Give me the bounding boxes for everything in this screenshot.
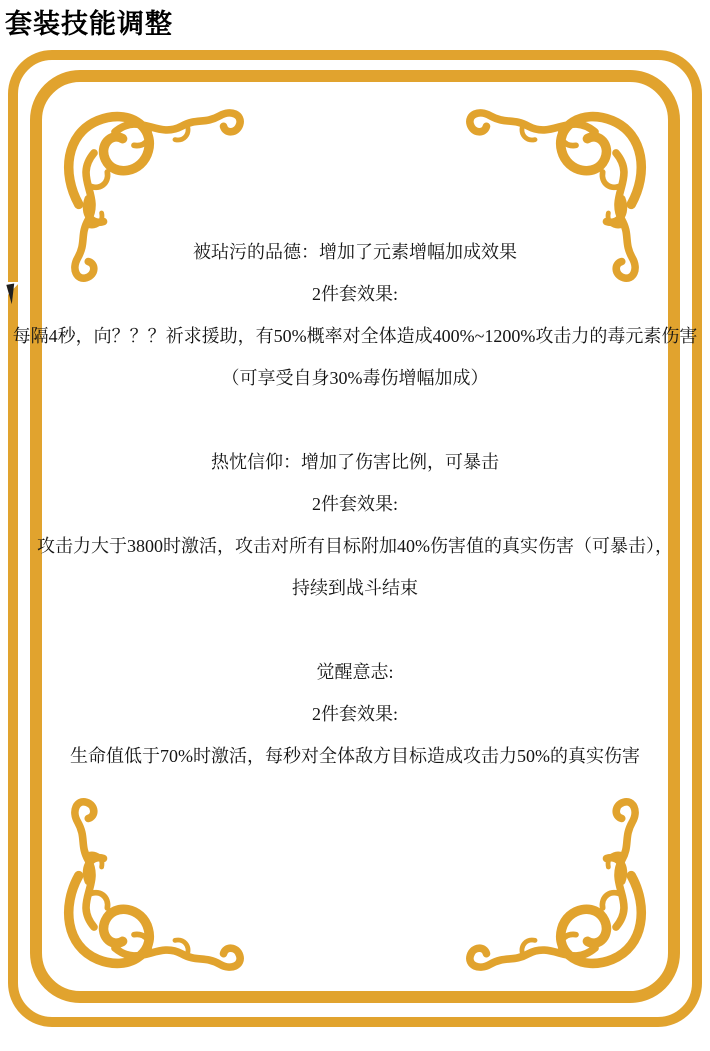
page-title: 套装技能调整 [5,9,173,39]
set-name-line: 觉醒意志: [316,662,394,682]
set-name-line: 热忱信仰：增加了伤害比例，可暴击 [211,452,499,472]
set-piece-count-line: 2件套效果: [311,494,398,514]
set-skill-descriptions [0,231,710,819]
set-section-tainted-virtue [0,231,710,399]
set-effect-line: 每隔4秒，向？？？祈求援助，有50%概率对全体造成400%~1200%攻击力的毒元素伤害 [12,326,698,346]
set-section-zealous-faith [0,441,710,609]
set-effect-line: （可享受自身30%毒伤增幅加成） [221,368,489,388]
set-effect-line: 持续到战斗结束 [292,578,418,598]
set-piece-count-line: 2件套效果: [311,284,398,304]
set-piece-count-line: 2件套效果: [311,704,398,724]
set-effect-line: 生命值低于70%时激活，每秒对全体敌方目标造成攻击力50%的真实伤害 [70,746,640,766]
set-name-line: 被玷污的品德：增加了元素增幅加成效果 [193,242,517,262]
set-effect-line: 攻击力大于3800时激活，攻击对所有目标附加40%伤害值的真实伤害（可暴击）， [37,536,673,556]
set-section-awakened-will [0,651,710,777]
